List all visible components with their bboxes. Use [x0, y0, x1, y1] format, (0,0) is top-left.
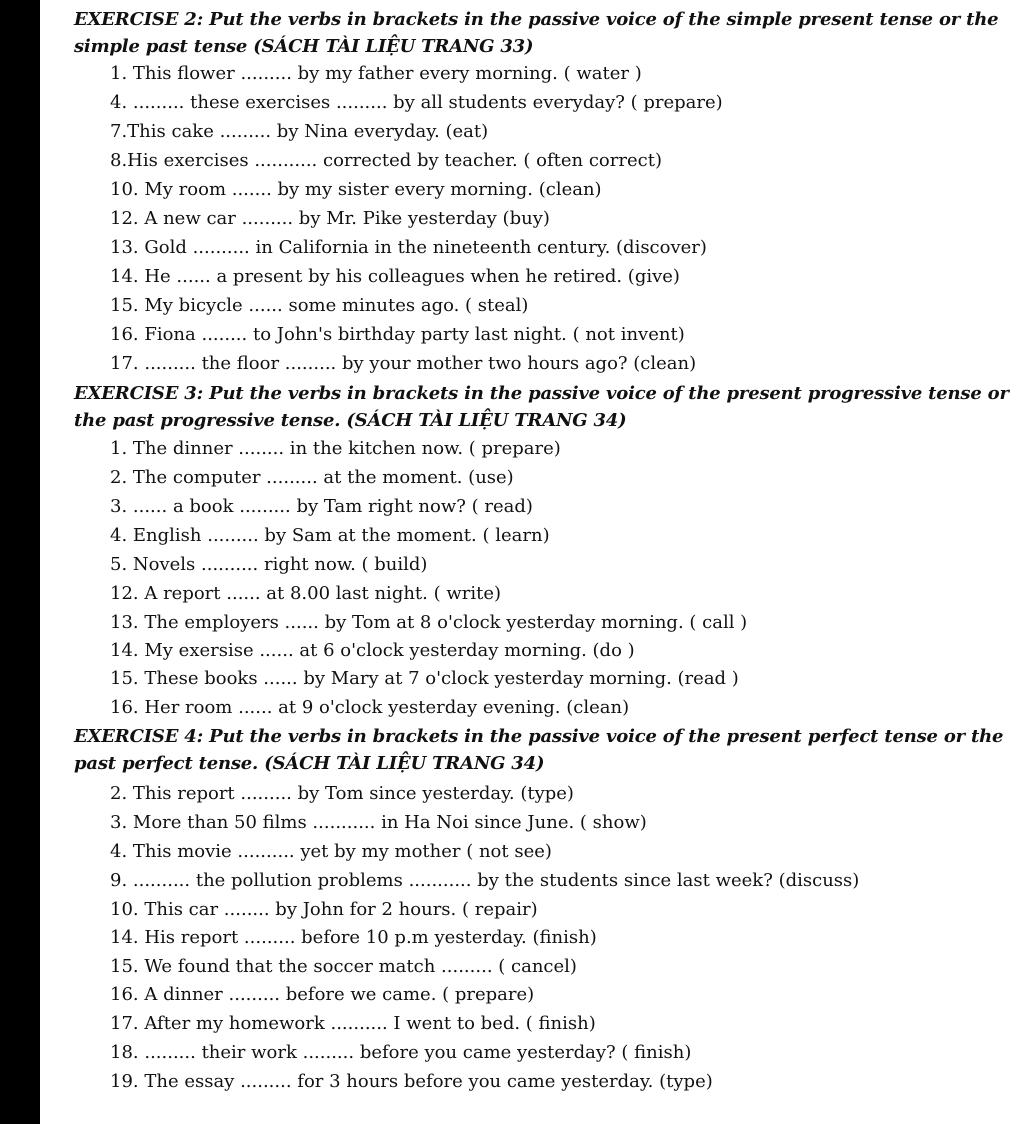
exercise-2-heading: EXERCISE 2: Put the verbs in brackets in the passive voice of the simple present tense or the simple past tense (SÁCH TÀI LIỆU TRANG 33) [74, 9, 999, 57]
exercise-4-item: 19. The essay ......... for 3 hours before you came yesterday. (type) [110, 1071, 713, 1092]
exercise-4-heading: EXERCISE 4: Put the verbs in brackets in the passive voice of the present perfect tense or the past perfect tense. (SÁCH TÀI LIỆU TRANG 34) [74, 726, 1004, 774]
exercise-2-item: 7.This cake ......... by Nina everyday. (eat) [110, 121, 489, 142]
exercise-4-item: 3. More than 50 films ........... in Ha Noi since June. ( show) [110, 812, 647, 833]
exercise-3-item: 3. ...... a book ......... by Tam right now? ( read) [110, 496, 533, 517]
exercise-2-item: 4. ......... these exercises ......... by all students everyday? ( prepare) [110, 92, 723, 113]
exercise-3-item: 12. A report ...... at 8.00 last night. ( write) [110, 583, 502, 604]
exercise-4-item: 16. A dinner ......... before we came. ( prepare) [110, 984, 535, 1005]
exercise-3-item: 5. Novels .......... right now. ( build) [110, 554, 428, 575]
exercise-4-item: 9. .......... the pollution problems ........... by the students since last week? (discuss) [110, 870, 860, 891]
exercise-2-item: 8.His exercises ........... corrected by teacher. ( often correct) [110, 150, 662, 171]
exercise-3-item: 1. The dinner ........ in the kitchen now. ( prepare) [110, 438, 561, 459]
exercise-3-item: 15. These books ...... by Mary at 7 o'clock yesterday morning. (read ) [110, 668, 739, 689]
exercise-3-item: 14. My exersise ...... at 6 o'clock yesterday morning. (do ) [110, 640, 635, 661]
exercise-2-item: 12. A new car ......... by Mr. Pike yesterday (buy) [110, 208, 550, 229]
exercise-3-item: 2. The computer ......... at the moment. (use) [110, 467, 514, 488]
exercise-4-item: 2. This report ......... by Tom since yesterday. (type) [110, 783, 574, 804]
exercise-4-item: 4. This movie .......... yet by my mother ( not see) [110, 841, 552, 862]
exercise-2-item: 1. This flower ......... by my father every morning. ( water ) [110, 63, 642, 84]
exercise-2-item: 10. My room ....... by my sister every morning. (clean) [110, 179, 602, 200]
exercise-2-item: 17. ......... the floor ......... by your mother two hours ago? (clean) [110, 353, 697, 374]
exercise-2-item: 14. He ...... a present by his colleagues when he retired. (give) [110, 266, 680, 287]
exercise-2-item: 15. My bicycle ...... some minutes ago. ( steal) [110, 295, 529, 316]
exercise-4-item: 18. ......... their work ......... before you came yesterday? ( finish) [110, 1042, 692, 1063]
exercise-3-item: 4. English ......... by Sam at the moment. ( learn) [110, 525, 550, 546]
exercise-2-item: 13. Gold .......... in California in the nineteenth century. (discover) [110, 237, 707, 258]
exercise-2-item: 16. Fiona ........ to John's birthday party last night. ( not invent) [110, 324, 685, 345]
exercise-4-item: 14. His report ......... before 10 p.m yesterday. (finish) [110, 927, 597, 948]
exercise-3-item: 16. Her room ...... at 9 o'clock yesterday evening. (clean) [110, 697, 630, 718]
worksheet-page [40, 0, 1024, 1124]
exercise-3-item: 13. The employers ...... by Tom at 8 o'clock yesterday morning. ( call ) [110, 612, 748, 633]
exercise-4-item: 15. We found that the soccer match ......... ( cancel) [110, 956, 577, 977]
exercise-4-item: 10. This car ........ by John for 2 hours. ( repair) [110, 899, 538, 920]
exercise-3-heading: EXERCISE 3: Put the verbs in brackets in the passive voice of the present progressive tense or the past progressive tense. (SÁCH TÀI LIỆU TRANG 34) [74, 383, 1009, 431]
exercise-4-item: 17. After my homework .......... I went to bed. ( finish) [110, 1013, 596, 1034]
